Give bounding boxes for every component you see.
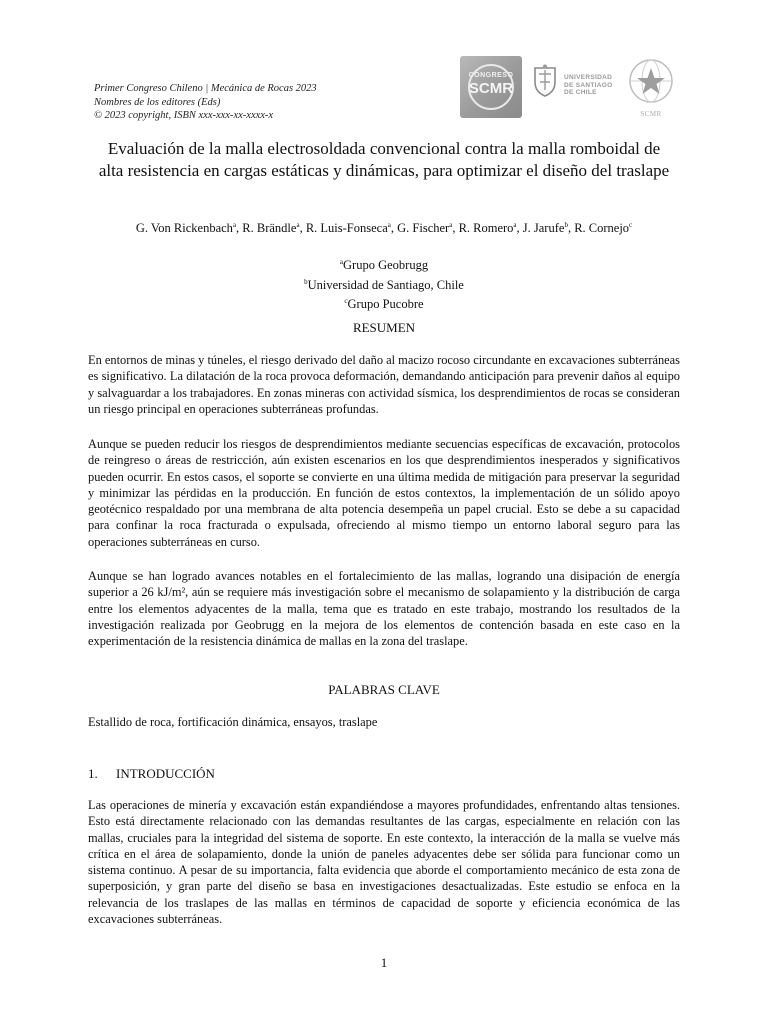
intro-paragraph-1: Las operaciones de minería y excavación están expandiéndose a mayores profundidades, enfrentando altas tensiones. Esto está directamente relacionado con las demandas resultantes de las cargas, especialmente en relación con las mallas, cruciales para la integridad del sistema de soporte. En este contexto, la interacción de la malla se vuelve más crítica en el área de solapamiento, donde la unión de paneles adyacentes debe ser sólida para funcionar como un sistema continuo. A pesar de su importancia, falta evidencia que aborde el comportamiento mecánico de esta zona de superposición, y gran parte del diseño se basa en investigaciones desactualizadas. Este estudio se enfoca en la relevancia de los traslapes de las mallas en términos de capacidad de soporte y eficiencia económica de las excavaciones subterráneas. <box>88 798 680 927</box>
intro-section-number: 1. <box>88 766 98 781</box>
author-affiliation-mark: a <box>296 221 300 229</box>
scmr-logo-text: SCMR <box>640 110 662 118</box>
page-number: 1 <box>380 955 388 970</box>
affiliation-list <box>40 254 728 313</box>
affiliation-mark: c <box>344 297 348 305</box>
congreso-logo-scmr: SCMR <box>468 80 514 97</box>
affiliation-name: Grupo Geobrugg <box>343 258 429 272</box>
conference-header <box>94 82 317 123</box>
scmr-society-logo <box>626 54 676 124</box>
conference-name: Primer Congreso Chileno | Mecánica de Rocas 2023 <box>94 83 317 94</box>
copyright-line: © 2023 copyright, ISBN xxx-xxx-xx-xxxx-x <box>94 110 274 121</box>
usach-logo <box>532 58 618 118</box>
abstract-paragraph-2: Aunque se pueden reducir los riesgos de desprendimientos mediante secuencias específicas de excavación, protocolos de reingreso o áreas de restricción, aún existen escenarios en los que desprendimientos inesperados y significativos pueden ocurrir. En estos casos, el soporte se convierte en una última medida de mitigación para preservar la seguridad y minimizar las pérdidas en la producción. En función de estos contextos, la implementación de un sólido apoyo geotécnico respaldado por una membrana de alta potencia desempeña un papel crucial. Esto se debe a su capacidad para confinar la roca fracturada o expulsada, ofreciendo al mismo tiempo un entorno laboral seguro para las operaciones subterráneas en curso. <box>88 437 680 549</box>
abstract-paragraph-1: En entornos de minas y túneles, el riesgo derivado del daño al macizo rocoso circundante en excavaciones subterráneas es significativo. La dilatación de la roca provoca deformación, demandando anticipación para prevenir daños al equipo y salvaguardar a los trabajadores. En zonas mineras con actividad sísmica, los desprendimientos de rocas se consideran un riesgo principal en operaciones subterráneas profundas. <box>88 353 680 416</box>
author-affiliation-mark: a <box>449 221 453 229</box>
congreso-scmr-logo <box>460 56 522 118</box>
keywords-text: Estallido de roca, fortificación dinámica, ensayos, traslape <box>88 715 378 729</box>
affiliation-name: Universidad de Santiago, Chile <box>307 277 464 292</box>
abstract-heading: RESUMEN <box>352 320 416 335</box>
author-name: R. Romero <box>458 221 514 235</box>
title-line-1: Evaluación de la malla electrosoldada convencional contra la malla romboidal de <box>107 139 661 158</box>
scmr-globe-icon <box>626 54 676 110</box>
author-affiliation-mark: a <box>232 221 237 229</box>
affiliation-item <box>40 254 728 274</box>
affiliation-name: Grupo Pucobre <box>347 297 424 311</box>
affiliation-item <box>40 274 728 294</box>
author-affiliation-mark: a <box>387 221 391 229</box>
author-affiliation-mark: a <box>513 221 517 229</box>
author-name: J. Jarufe <box>522 221 565 235</box>
author-affiliation-mark: b <box>564 221 568 229</box>
header-logos <box>460 54 704 124</box>
author-name: R. Brändle <box>242 221 297 235</box>
author-name: R. Luis-Fonseca <box>305 221 388 235</box>
abstract-paragraph-3: Aunque se han logrado avances notables en el fortalecimiento de las mallas, logrando una disipación de energía superior a 26 kJ/m², aún se requiere más investigación sobre el mecanismo de solapamiento y la distribución de carga entre los elementos adyacentes de la malla, tema que es tratado en este trabajo, mostrando los resultados de la investigación realizada por Geobrugg en la mejora de los elementos de contención basada en este caso en la experimentación de la resistencia dinámica de mallas en la zona del traslape. <box>88 569 680 649</box>
intro-heading <box>88 766 215 782</box>
usach-wordmark: UNIVERSIDAD DE SANTIAGO DE CHILE <box>564 74 613 96</box>
affiliation-item <box>40 293 728 313</box>
keywords-heading: PALABRAS CLAVE <box>328 682 440 697</box>
affiliation-mark: a <box>339 258 344 266</box>
author-list: G. Von Rickenbach$^a$, R. Brändle$^a$, R. Luis-Fonseca$^a$, G. Fischer$^a$, R. Romero$^a$, J. Jarufe$^b$, R. Cornejo$^c$ <box>135 221 633 235</box>
congreso-logo-text: CONGRESO <box>468 72 514 79</box>
usach-crest-icon <box>532 64 558 98</box>
affiliation-mark: b <box>304 277 308 286</box>
author-affiliation-mark: c <box>629 221 633 229</box>
paper-title <box>40 138 728 182</box>
title-line-2: alta resistencia en cargas estáticas y dinámicas, para optimizar el diseño del traslape <box>98 161 670 180</box>
author-name: G. Fischer <box>397 221 450 235</box>
intro-section-title: INTRODUCCIÓN <box>116 766 215 781</box>
editors-line: Nombres de los editores (Eds) <box>94 96 221 108</box>
author-name: R. Cornejo <box>574 221 630 235</box>
author-name: G. Von Rickenbach <box>135 221 233 235</box>
